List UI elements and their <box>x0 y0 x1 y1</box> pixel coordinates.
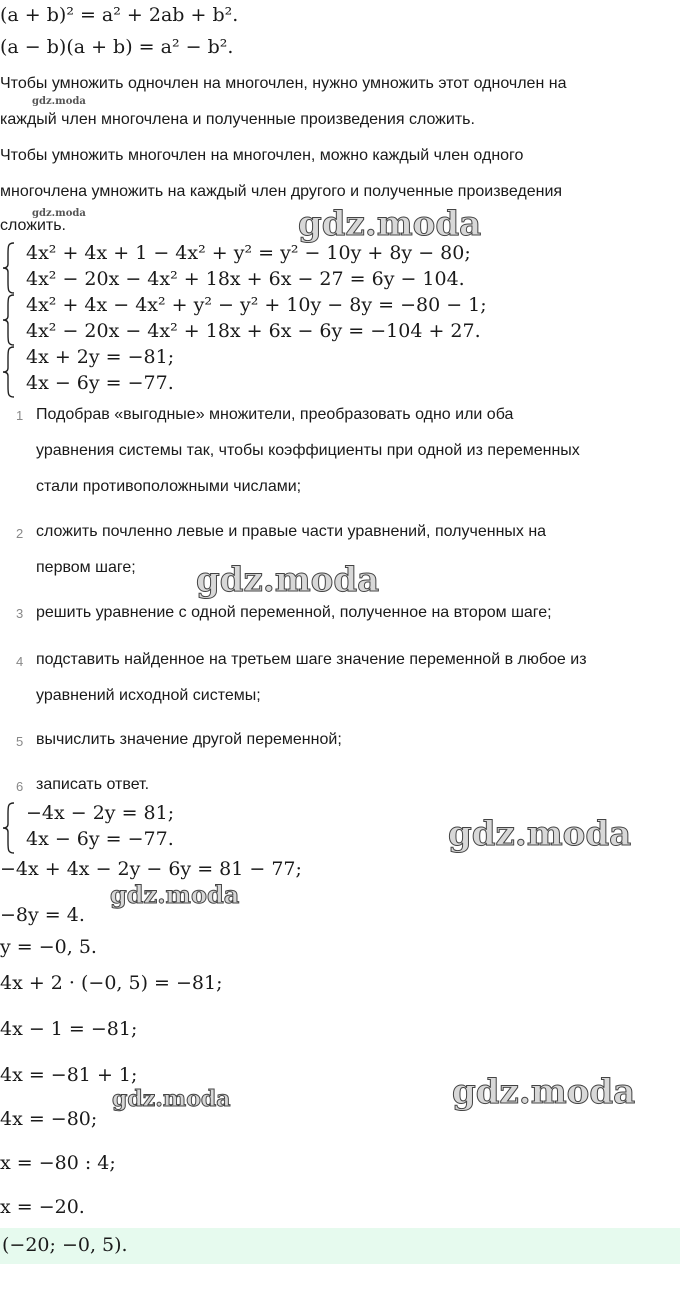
step-number: 3 <box>16 606 24 621</box>
system-4-line-1: −4x − 2y = 81; <box>26 802 175 824</box>
system-3-line-1: 4x + 2y = −81; <box>26 346 175 368</box>
watermark-large: gdz.moda <box>452 1072 636 1112</box>
watermark-large: gdz.moda <box>298 204 482 244</box>
step-3-line-1: решить уравнение с одной переменной, полученное на втором шаге; <box>36 604 552 621</box>
solution-line-2: −8y = 4. <box>0 904 85 926</box>
step-4-line-2: уравнений исходной системы; <box>36 687 261 704</box>
system-3-line-2: 4x − 6y = −77. <box>26 372 174 394</box>
solution-line-1: −4x + 4x − 2y − 6y = 81 − 77; <box>0 858 302 880</box>
system-1-line-1: 4x² + 4x + 1 − 4x² + y² = y² − 10y + 8y − 80; <box>26 242 471 264</box>
step-number: 1 <box>16 408 24 423</box>
step-1-line-2: уравнения системы так, чтобы коэффициенты при одной из переменных <box>36 442 580 459</box>
solution-line-9: x = −20. <box>0 1196 85 1218</box>
watermark-large: gdz.moda <box>196 560 380 600</box>
system-2-line-1: 4x² + 4x − 4x² + y² − y² + 10y − 8y = −80 − 1; <box>26 294 487 316</box>
answer-text: (−20; −0, 5). <box>2 1234 128 1256</box>
step-1-line-1: Подобрав «выгодные» множители, преобразовать одно или оба <box>36 406 514 423</box>
watermark-large: gdz.moda <box>110 880 240 909</box>
system-1-line-2: 4x² − 20x − 4x² + 18x + 6x − 27 = 6y − 104. <box>26 268 465 290</box>
rule-mono-poly-line2: каждый член многочлена и полученные произведения сложить. <box>0 111 475 128</box>
solution-line-6: 4x = −81 + 1; <box>0 1064 138 1086</box>
step-4-line-1: подставить найденное на третьем шаге значение переменной в любое из <box>36 651 587 668</box>
rule-poly-poly-line1: Чтобы умножить многочлен на многочлен, можно каждый член одного <box>0 147 524 164</box>
solution-line-5: 4x − 1 = −81; <box>0 1018 138 1040</box>
rule-poly-poly-line2: многочлена умножить на каждый член другого и полученные произведения <box>0 183 563 200</box>
step-2-line-2: первом шаге; <box>36 559 136 576</box>
equation-system-2 <box>0 294 680 346</box>
step-number: 5 <box>16 734 24 749</box>
brace-icon <box>2 294 16 346</box>
watermark-large: gdz.moda <box>448 814 632 854</box>
solution-line-7: 4x = −80; <box>0 1108 98 1130</box>
brace-icon <box>2 242 16 294</box>
solution-line-8: x = −80 : 4; <box>0 1152 116 1174</box>
system-4-line-2: 4x − 6y = −77. <box>26 828 174 850</box>
step-5-line-1: вычислить значение другой переменной; <box>36 731 342 748</box>
rule-mono-poly-line1: Чтобы умножить одночлен на многочлен, нужно умножить этот одночлен на <box>0 75 567 92</box>
watermark-small: gdz.moda <box>32 96 86 107</box>
answer-box <box>0 1228 680 1264</box>
step-number: 4 <box>16 654 24 669</box>
solution-line-3: y = −0, 5. <box>0 936 97 958</box>
step-number: 6 <box>16 779 24 794</box>
step-6-line-1: записать ответ. <box>36 776 150 793</box>
brace-icon <box>2 346 16 398</box>
step-1-line-3: стали противоположными числами; <box>36 478 302 495</box>
watermark-large: gdz.moda <box>112 1086 231 1112</box>
step-2-line-1: сложить почленно левые и правые части уравнений, полученных на <box>36 523 547 540</box>
rule-poly-poly-line3: сложить. <box>0 217 66 234</box>
brace-icon <box>2 802 16 854</box>
equation-system-3 <box>0 346 680 398</box>
system-2-line-2: 4x² − 20x − 4x² + 18x + 6x − 6y = −104 + 27. <box>26 320 481 342</box>
equation-system-1 <box>0 242 680 294</box>
watermark-small: gdz.moda <box>32 208 86 219</box>
formula-square-of-sum: (a + b)² = a² + 2ab + b². <box>0 4 239 26</box>
formula-difference-of-squares: (a − b)(a + b) = a² − b². <box>0 36 234 58</box>
step-number: 2 <box>16 526 24 541</box>
solution-line-4: 4x + 2 · (−0, 5) = −81; <box>0 972 223 994</box>
